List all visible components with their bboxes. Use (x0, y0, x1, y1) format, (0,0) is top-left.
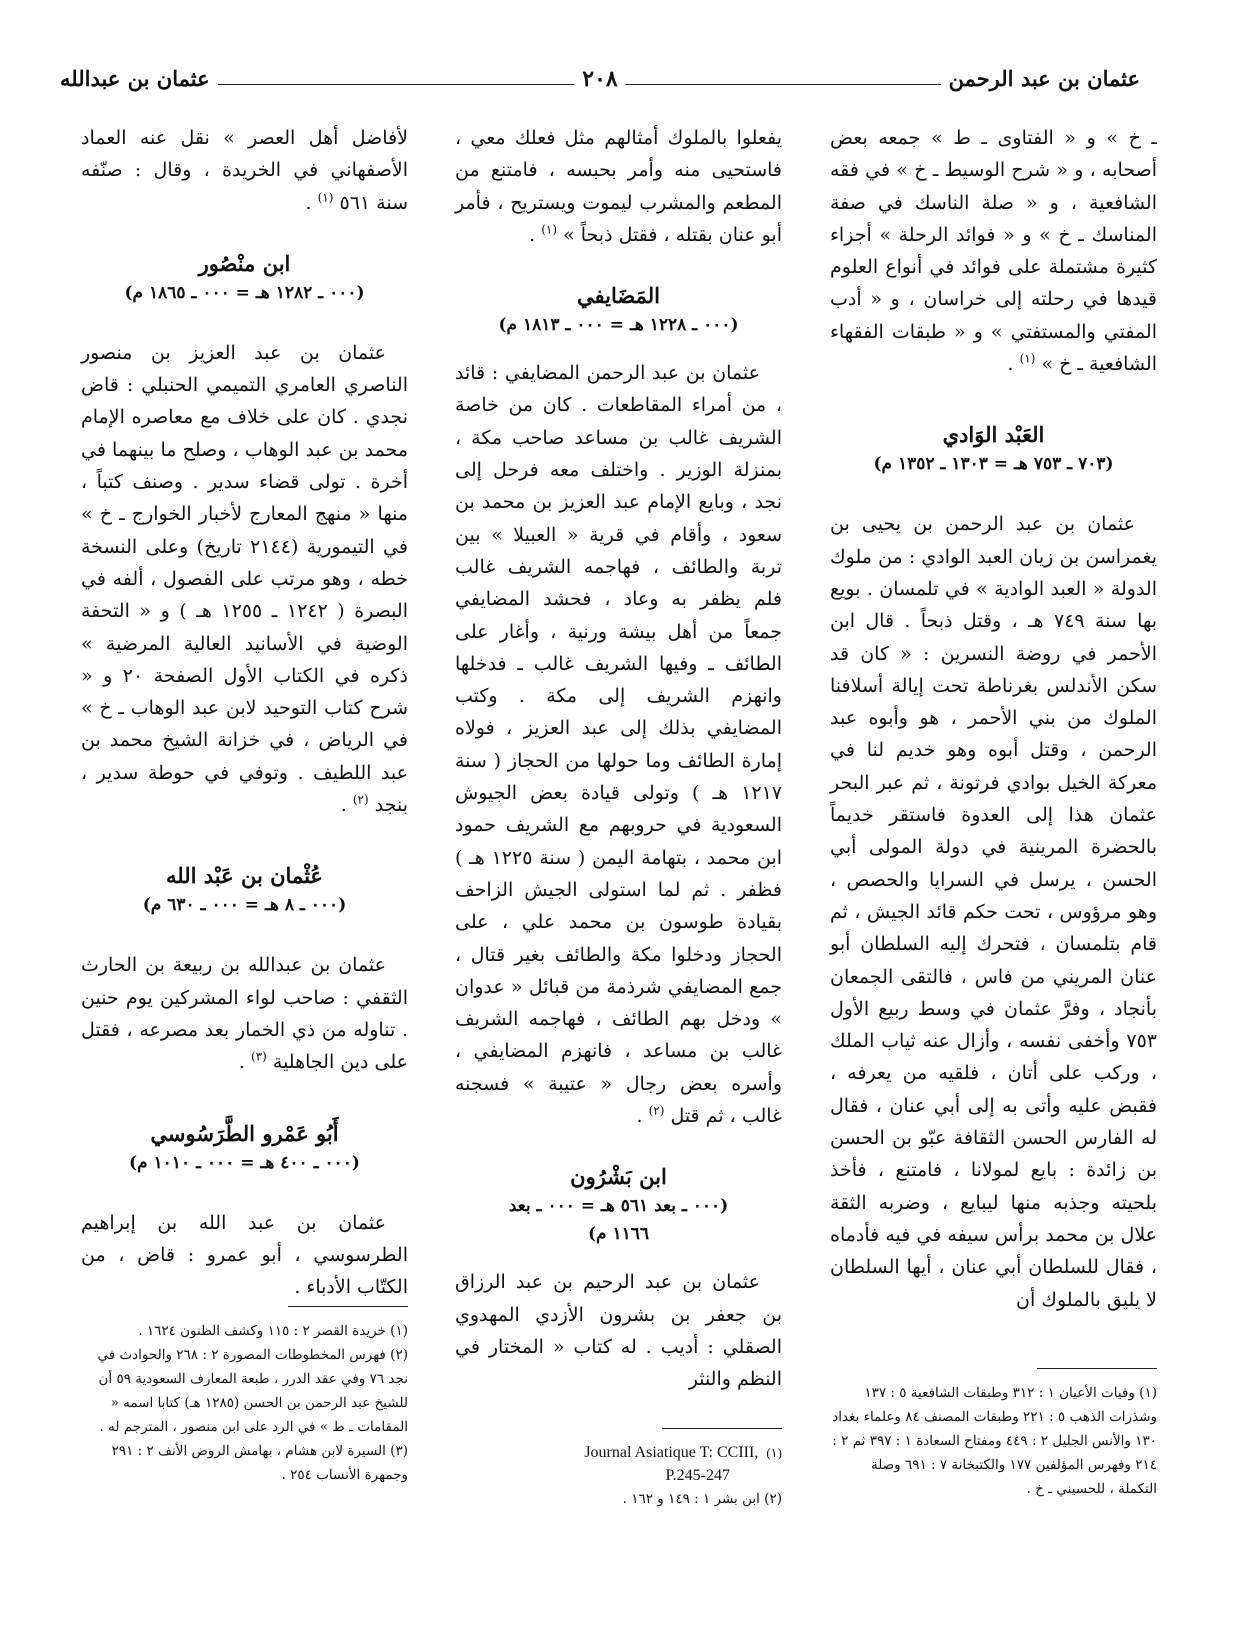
entry-dates: (٠٠٠ ـ ٤٠٠ هـ = ٠٠٠ ـ ١٠١٠ م) (129, 1152, 360, 1173)
paragraph-end: . (238, 1051, 252, 1074)
column-left (81, 122, 408, 1303)
paragraph-text: عثمان بن عبد الرحمن بن يحيى بن يغمراسن بن زيان العبد الوادي : من ملوك الدولة « العبد الوادية » في تلمسان . بويع بها سنة ٧٤٩ هـ ، وقتل ذبحاً . قال ابن الأحمر في روضة النسرين : « كان قد سكن الأندلس بغرناطة تحت إيالة أسلافنا الملوك من بني الأحمر ، هو وأبوه عبد الرحمن ، وقتل أبوه وهو خديم لنا في معركة الخيل بوادي فرتونة ، ثم عبر البحر عثمان هذا إلى العدوة فاستقر خديماً بالحضرة المرينية في دولة المولى أبي الحسن ، يرسل في السرايا والحصص ، وهو مرؤوس ، تحت حكم قائد الجيش ، ثم قام بتلمسان ، فتحرك إليه السلطان أبو عنان المريني من فاس ، فالتقى الجمعان بأنجاد ، وفرَّ عثمان في وسط ربيع الأول ٧٥٣ وأخفى نفسه ، وأزال عنه ثياب الملك ، وركب على أتان ، فلقيه من يعرفه ، فقبض عليه وأتى به إلى أبي عنان ، فقال له الفارس الحسن الثقافة عبّو بن الحسن بن زائدة : بايع لمولانا ، فامتنع ، فأخذ بلحيته وجذبه منها ليبايع ، وضربه الثقة علال بن محمد برأس سيفه في فيه فأدماه ، فقال للسلطان أبي عنان ، أيها السلطان لا يليق بالملوك أن (830, 513, 1157, 1311)
paragraph (455, 357, 782, 1132)
paragraph-end: . (529, 223, 542, 246)
header-left-title: عثمان بن عبدالله (60, 62, 218, 96)
paragraph-text: عثمان بن عبد الرحمن المضايفي : قائد ، من أمراء المقاطعات . كان من خاصة الشريف غالب بن مساعد صاحب مكة ، بمنزلة الوزير . واختلف معه فرحل إلى نجد ، وبايع الإمام عبد العزيز بن محمد بن سعود ، وأقام في قرية « العبيلا » بين تربة والطائف ، فهاجمه الشريف غالب فلم يظفر به وعاد ، فحشد المضايفي جمعاً من أهل بيشة ورنية ، وأغار على الطائف ـ وفيها الشريف غالب ـ فدخلها وانهزم الشريف إلى مكة . وكتب المضايفي بذلك إلى عبد العزيز ، فولاه إمارة الطائف وما حولها من الحجاز ( سنة ١٢١٧ هـ ) وتولى قيادة بعض الجيوش السعودية في حروبهم مع الشريف حمود ابن محمد ، بتهامة اليمن ( سنة ١٢٢٥ هـ ) فظفر . ثم لما استولى الجيش الزاحف بقيادة طوسون بن محمد علي ، على الحجاز ودخلوا مكة والطائف بغير قتال ، جمع المضايفي شرذمة من قبائل « عدوان » ودخل بهم الطائف ، فهاجمه الشريف غالب بن مساعد ، فانهزم المضايفي ، وأسره بعض رجال « عتيبة » فسجنه غالب ، ثم قتل (455, 362, 782, 1128)
footnote-rule (288, 1306, 408, 1307)
entry-dates: (٠٠٠ ـ ٨ هـ = ٠٠٠ ـ ٦٣٠ م) (142, 895, 347, 916)
paragraph-end: . (340, 794, 353, 817)
entry-dates: (٠٠٠ ـ ١٢٢٨ هـ = ٠٠٠ ـ ١٨١٣ م) (498, 315, 739, 336)
paragraph-text: يفعلوا بالملوك أمثالهم مثل فعلك معي ، فاستحيى منه وأمر بحبسه ، فامتنع من المطعم والمشرب ليموت ويستريح ، فأمر أبو عنان بقتله ، فقتل ذبحاً » (455, 127, 782, 246)
footnotes-middle (455, 1428, 782, 1511)
footnote-rule (662, 1428, 782, 1429)
column-middle (455, 122, 782, 1396)
entry-dates: (٠٠٠ ـ بعد ٥٦١ هـ = ٠٠٠ ـ بعد (508, 1196, 729, 1217)
page-number: ٢٠٨ (574, 62, 625, 96)
paragraph-end: . (1007, 353, 1020, 376)
paragraph-text: عثمان بن عبدالله بن ربيعة بن الحارث الثقفي : صاحب لواء المشركين يوم حنين . تناوله من ذي الخمار بعد مصرعه ، فقتل على دين الجاهلية (81, 954, 408, 1074)
paragraph-end: . (305, 191, 318, 214)
paragraph-text: عثمان بن عبد العزيز بن منصور الناصري العامري التميمي الحنبلي : قاض نجدي . كان على خلاف مع معاصره الإمام محمد بن عبد الوهاب ، وصلح ما بينهما في أخرة . تولى قضاء سدير . وصنف كتباً ، منها « منهج المعارج لأخبار الخوارج ـ خ » في التيمورية (٢١٤٤ تاريخ) وعلى النسخة خطه ، وهو مرتب على الفصول ، ألفه في البصرة ( ١٢٤٢ ـ ١٢٥٥ هـ ) و « التحفة الوضية في الأسانيد العالية المرضية » ذكره في الكتاب الأول الصفحة ٢٠ و « شرح كتاب التوحيد لابن عبد الوهاب ـ خ » في الرياض ، في خزانة الشيخ محمد بن عبد اللطيف . وتوفي في حوطة سدير ، بنجد (81, 341, 408, 817)
paragraph (455, 122, 782, 251)
footnote-ref: (٣) (251, 1049, 267, 1064)
entry-dates: (٠٠٠ ـ ١٢٨٢ هـ = ٠٠٠ ـ ١٨٦٥ م) (124, 282, 365, 303)
paragraph-end: . (636, 1105, 649, 1128)
paragraph (81, 1207, 408, 1304)
paragraph (455, 1266, 782, 1395)
footnote-number: (١) (766, 1445, 782, 1460)
entry-title: ابن بَشْرُون (570, 1164, 667, 1190)
footnote (455, 1441, 782, 1465)
running-header (60, 62, 1140, 102)
entry-title: عُثْمان بن عَبْد الله (166, 863, 323, 889)
footnote-text: Journal Asiatique T: CCIII, (584, 1444, 759, 1461)
paragraph-text: عثمان بن عبد الرحيم بن عبد الرزاق بن جعفر بن بشرون الأزدي المهدوي الصقلي : أديب . له كتاب « المختار في النظم والنثر (455, 1271, 782, 1391)
footnotes-left (81, 1306, 408, 1487)
footnotes-right (830, 1368, 1157, 1501)
entry-dates: (٧٠٣ ـ ٧٥٣ هـ = ١٣٠٣ ـ ١٣٥٢ م) (873, 454, 1114, 475)
entry-title: العَبْد الوَادي (942, 422, 1045, 448)
footnote: (١) وفيات الأعيان ١ : ٣١٢ وطبقات الشافعية ٥ : ١٣٧ وشذرات الذهب ٥ : ٢٢١ وطبقات المصنف ٨٤ وعلماء بغداد ١٣٠ والأنس الجليل ٢ : ٤٤٩ ومفتاح السعادة ١ : ٣٩٧ ثم ٢ : ٢١٤ وفهرس المؤلفين ١٧٧ والكتبخانة ٧ : ٦٩١ وصلة التكملة ، للحسيني ـ خ . (832, 1385, 1157, 1497)
footnote-rule (1037, 1368, 1157, 1369)
paragraph-text: عثمان بن عبد الله بن إبراهيم الطرسوسي ، أبو عمرو : قاض ، من الكتّاب الأدباء . (81, 1211, 408, 1299)
footnote-ref: (١) (317, 190, 334, 205)
entry-title: ابن منْصُور (198, 250, 291, 276)
column-right (830, 122, 1157, 1316)
footnote-pages: P.245-247 (665, 1467, 730, 1484)
paragraph (81, 122, 408, 219)
footnote: (٢) ابن بشر ١ : ١٤٩ و ١٦٢ . (622, 1491, 782, 1507)
entry-dates: ١١٦٦ م) (587, 1224, 650, 1245)
footnote: (١) خريدة القصر ٢ : ١١٥ وكشف الظنون ١٦٢٤ . (138, 1323, 408, 1339)
header-right-title: عثمان بن عبد الرحمن (941, 62, 1140, 96)
paragraph (830, 508, 1157, 1315)
paragraph-text: لأفاضل أهل العصر » نقل عنه العماد الأصفهاني في الخريدة ، وقال : صنّفه سنة ٥٦١ (81, 127, 408, 214)
paragraph (830, 122, 1157, 380)
paragraph (81, 949, 408, 1078)
footnote-ref: (١) (1019, 351, 1036, 366)
paragraph (81, 337, 408, 821)
footnote-ref: (٢) (648, 1103, 665, 1118)
entry-title: المَضَايفي (577, 283, 660, 309)
footnote: (٣) السيرة لابن هشام ، بهامش الروض الأنف ٢ : ٢٩١ وجمهرة الأنساب ٢٥٤ . (111, 1443, 408, 1483)
footnote-ref: (١) (541, 222, 558, 237)
entry-title: أَبُو عَمْرو الطَّرَسُوسي (150, 1120, 339, 1146)
paragraph-text: ـ خ » و « الفتاوى ـ ط » جمعه بعض أصحابه ، و « شرح الوسيط ـ خ » في فقه الشافعية ، و « صلة الناسك في صفة المناسك ـ خ » و « فوائد الرحلة » أجزاء كثيرة مشتملة على فوائد في أنواع العلوم قيدها في رحلته إلى خراسان ، و « أدب المفتي والمستفتي » و « طبقات الفقهاء الشافعية ـ خ » (830, 127, 1157, 376)
footnote-ref: (٢) (352, 792, 369, 807)
footnote: (٢) فهرس المخطوطات المصورة ٢ : ٢٦٨ والحوادث في نجد ٧٦ وفي عقد الدرر ، طبعة المعارف السعودية ٥٩ أن للشيخ عبد الرحمن بن الحسن (١٢٨٥ هـ) كتابا اسمه « المقامات ـ ط » في الرد على ابن منصور ، المترجم له . (97, 1347, 408, 1435)
